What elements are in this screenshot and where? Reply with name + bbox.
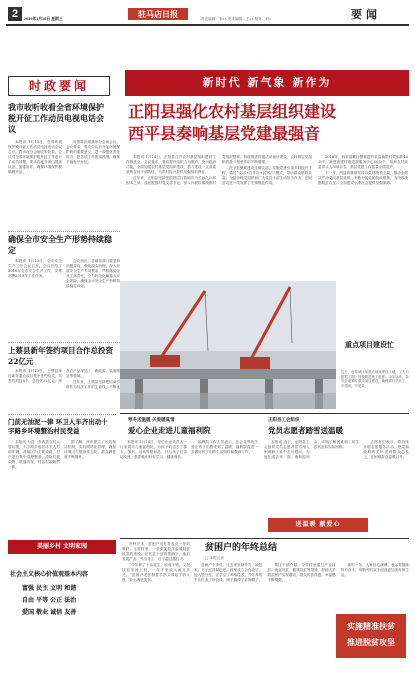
slogan-line-2: 推进脱贫攻坚 — [347, 637, 395, 647]
page-number: 2 — [8, 7, 22, 21]
slogan-line-1: 实施精准扶贫 — [347, 621, 395, 631]
culture-banner — [8, 540, 116, 554]
values-title: 社会主义核心价值观基本内容 — [10, 571, 89, 578]
story-b-kicker: 正阳县工会组织 — [268, 418, 300, 423]
story2-body: 本报讯 1月15日，全市安全生产工作会议召开。会议总结了2018年全市安全生产工作，安排部署2019年工作任务。 会议指出，各地各部门要坚持问题导向，强化源头治理，深入开展安全生产专项整治，严格落实企业主体责任，全力防范化解重大安全风险，确保全市安全生产形势持续稳定向好。 — [8, 259, 120, 288]
lead-title-line2: 西平县奏响基层党建最强音 — [128, 124, 321, 143]
story1-body: 本报讯 1月15日，全省环境保护税开征工作动员电视电话会议召开。我市在分会场收听收看。会议对全省环境保护税开征工作进行了动员部署，要求各地各部门提高认识，加强协作，确保环境保护税顺利开征。 市领导出席我市分会场会议。会议要求，要充分认识开征环境保护税的重要意义，进一步强化责任担当，把各项工作抓实抓细，确保平稳有序开征。 — [8, 140, 120, 174]
editor-line: 责任编辑：李×× 美术编辑：王×× 校对：刘× — [201, 17, 271, 21]
lead-kicker-band — [125, 70, 409, 96]
story-c-body: 本报讯 为进一步改善农村人居环境，十字路乡组织环卫人员和车辆，对辖区内主要道路、村庄进行集中清理整治，清除垃圾杂物，疏通沟渠，村容村貌焕然一新。 据了解，该乡建立了长效保洁机制，实行网格化管理，确保环境卫生整治常态化，群众满意度不断提升。 — [8, 440, 116, 469]
construction-photo — [120, 281, 336, 409]
news-section-box — [8, 76, 110, 96]
story-b-body: 本报讯 近日，正阳县工会组织党员志愿者冒雪深入困难职工家中走访慰问，为他们送去米、面、油和慰问金，详细了解困难职工的生活状况和实际困难。 志愿者们表示，将持续开展志愿服务活动，把党和政府的关怀送到群众心坎上，让困难群众温暖过冬。 — [264, 440, 409, 459]
values-line-1: 富强 民主 文明 和谐 — [22, 585, 77, 592]
feature-byline: □ 本报记者 — [205, 556, 224, 560]
feature-lead-body: 年终岁末，贫困户们忙着盘点一年的收获。走进村里，一张张笑脸洋溢着脱贫致富的喜悦。在扶贫干部的帮助下，他们发展产业、外出务工，日子越过越红火。 “今年种了十亩花生，收成不错，又在扶贫车间上班，一年下来收入两万多元。”贫困户老张掰着手指头算起了收入账，脸上满是笑容。 — [122, 542, 190, 582]
photo-caption: 近日，在驿城区某重点项目建设工地，工人们抢抓工期，加快推进施工进度。今年以来，我市各地紧盯重点项目建设，确保项目早开工、早建成、早见效。 — [341, 370, 409, 388]
values-box — [8, 570, 116, 630]
feature-title: 贫困户的年终总结 — [205, 543, 278, 553]
story1-title: 我市收听收看全省环境保护税开征工作动员电视电话会议 — [8, 102, 104, 134]
left-column — [8, 28, 120, 388]
warmth-banner — [268, 518, 368, 532]
story-a-body: 本报讯 1月14日，爱心企业负责人一行来到市儿童福利院，为孩子们送去了棉衣、图书、玩具等慰问品，并与孩子们亲切交流，鼓励他们好好学习、健康成长。 福利院工作人员表示，社会各界的关爱让孩子们感受到了温暖，福利院将进一步做好孩子们的生活照料和教育工作。 — [120, 440, 258, 459]
values-line-2: 自由 平等 公正 法治 — [22, 597, 77, 604]
crane-bridge-illustration — [120, 281, 336, 409]
culture-banner-text: 美丽乡村 文明家园 — [36, 543, 88, 550]
story3-body: 本报讯 1月13日，上蔡县举行新年重点项目集中签约仪式，共签约项目8个，总投资22亿元，涉及农产品深加工、新能源、装备制造等领域。 近年来，上蔡县坚持把招商引资作为经济工作的生命线，不断优 — [8, 369, 120, 389]
photo-label: 重点项目建设忙 — [345, 340, 394, 349]
story-b — [264, 418, 409, 518]
lead-title-line1: 正阳县强化农村基层组织建设 — [128, 102, 337, 121]
masthead: 驻马店日报 — [128, 8, 188, 20]
feature-body: 贫困户小李说，过去家里缺劳力、缺技术，日子过得紧巴巴。村里成立合作社后，他入股分红，还学会了养殖技术，今年养的牛出栏卖了好价钱，终于摘掉了贫困帽子。 帮扶干部介绍，今年村里通过产业扶贫、就业扶贫、健康扶贫等措施，帮助大多数贫困户实现增收，群众的获得感、幸福感不断增强。 新的一年，大家信心满满，表示要继续努力奋斗，用勤劳的双手创造更加美好的生活。 — [194, 563, 409, 582]
story-a-kicker: 寒冬送温暖 关爱暖真情 — [128, 418, 175, 423]
story-b-title: 党员志愿者踏雪送温暖 — [268, 426, 343, 435]
story-a — [120, 418, 258, 538]
values-line-3: 爱国 敬业 诚信 友善 — [22, 609, 77, 616]
date-line: 2019年1月16日 星期三 — [24, 17, 63, 21]
poverty-slogan-box — [336, 614, 406, 658]
story3-title: 上蔡县新年签约项目合作总投资22亿元 — [8, 346, 113, 366]
warmth-banner-text: 送温暖 献爱心 — [295, 521, 341, 528]
story-a-title: 爱心企业走进儿童福利院 — [128, 426, 211, 435]
story2-title: 确保全市安全生产形势持续稳定 — [8, 234, 112, 255]
section-name: 要闻 — [351, 8, 381, 21]
lead-body: 本报讯 1月14日，正阳县召开农村基层组织建设工作推进会。会议要求，要以提升组织力为重点，突出政治功能，全面加强农村基层党组织建设，着力建设一支高素质的农村干部队伍，为乡村振兴提供坚强组织保证。 近年来，正阳县坚持把抓基层打基础作为长远之计和固本之举，选优配强村党支部书记，深入开展软弱涣散村党组织整顿，持续推进村级活动场所建设，农村基层党组织的战斗堡垒作用不断增强。 西平县聚焦建设过硬支部，实施党建引领乡村振兴工程，通过“支部+合作社+贫困户”模式，带动群众增收致富。全县各级党组织和广大党员干部主动担当作为，在脱贫攻坚一线发挥了先锋模范作用。 2018年，西平县累计整顿提升软弱涣散村党组织40余个，新建改建村级党群服务中心50余个，培养农村致富带头人300余名，基层党建工作质量全面提升。 下一步，两县将继续坚持以党建统领全局，推动全面从严治党向基层延伸，不断夯实党的执政根基，为决战决胜脱贫攻坚、全面建成小康社会提供坚强保障。 — [126, 155, 408, 185]
lead-kicker: 新时代 新气象 新作为 — [202, 76, 332, 89]
story-c-title: 门前无油泥一律 环卫人车齐出动十字路乡环境整治村民受益 — [8, 418, 108, 435]
news-section-title: 时政要闻 — [28, 79, 89, 93]
